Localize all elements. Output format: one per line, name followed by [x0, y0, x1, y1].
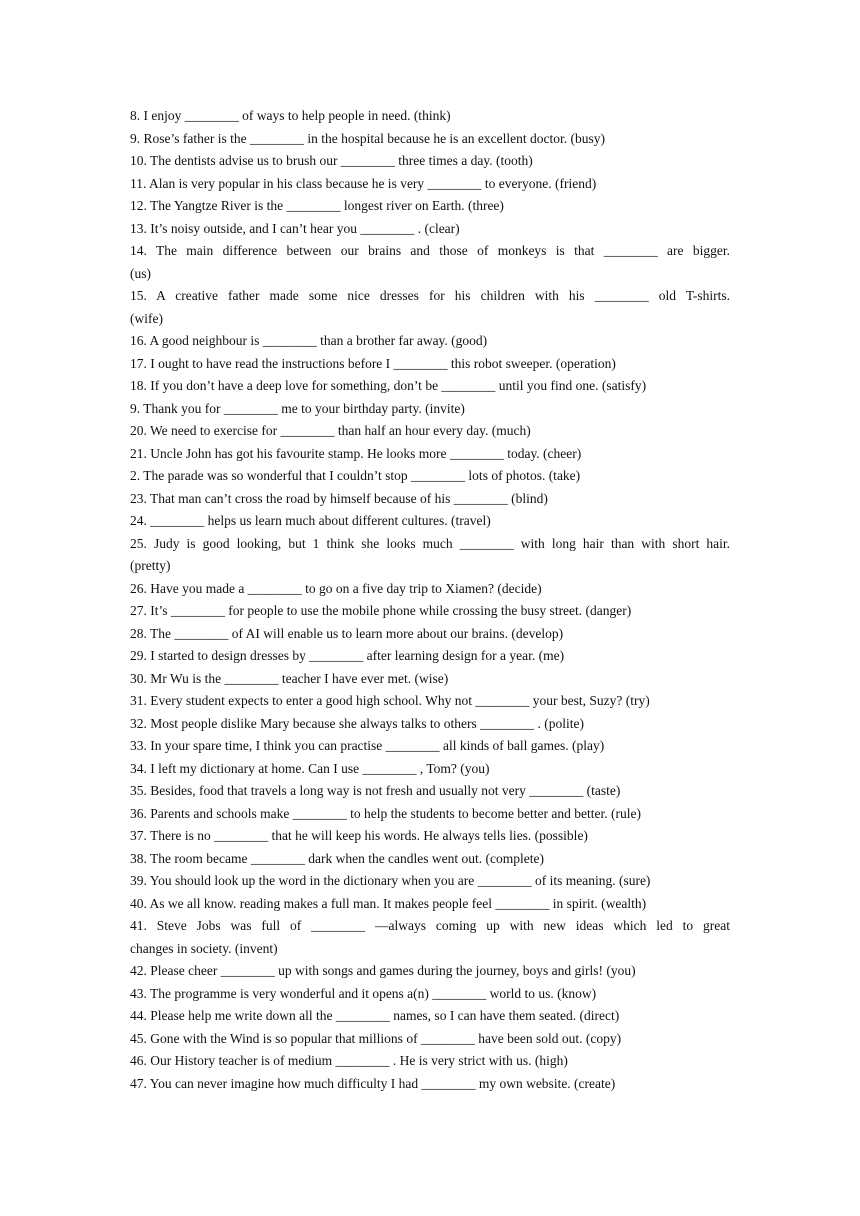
exercise-line: 11. Alan is very popular in his class because he is very ________ to everyone. (friend) — [130, 175, 597, 191]
exercise-line: 45. Gone with the Wind is so popular that millions of ________ have been sold out. (copy) — [130, 1030, 622, 1046]
exercise-line: 35. Besides, food that travels a long way is not fresh and usually not very ________ (taste) — [130, 783, 621, 798]
exercise-line: changes in society. (invent) — [130, 940, 278, 956]
exercise-line: 25. Judy is good looking, but 1 think she looks much ________ with long hair than with short hair. — [130, 535, 730, 551]
exercise-line: 26. Have you made a ________ to go on a five day trip to Xiamen? (decide) — [130, 580, 542, 596]
exercise-line: 14. The main difference between our brains and those of monkeys is that ________ are bigger. — [130, 243, 730, 258]
exercise-line: 15. A creative father made some nice dresses for his children with his ________ old T-shirts. — [130, 288, 730, 303]
exercise-line: 41. Steve Jobs was full of ________ —always coming up with new ideas which led to great — [130, 918, 730, 933]
exercise-line: 40. As we all know. reading makes a full man. It makes people feel ________ in spirit. (wealth) — [130, 895, 647, 911]
exercise-line: 20. We need to exercise for ________ than half an hour every day. (much) — [130, 423, 531, 438]
exercise-line: 42. Please cheer ________ up with songs and games during the journey, boys and girls! (you) — [130, 963, 636, 978]
worksheet-page — [130, 105, 730, 1095]
exercise-line: 37. There is no ________ that he will keep his words. He always tells lies. (possible) — [130, 828, 588, 843]
exercise-line: 38. The room became ________ dark when the candles went out. (complete) — [130, 850, 544, 866]
exercise-line: 44. Please help me write down all the ________ names, so I can have them seated. (direct) — [130, 1008, 620, 1023]
exercise-line: (wife) — [130, 310, 163, 326]
exercise-line: 27. It’s ________ for people to use the mobile phone while crossing the busy street. (danger) — [130, 603, 632, 618]
exercise-line: 46. Our History teacher is of medium ________ . He is very strict with us. (high) — [130, 1053, 568, 1068]
exercise-line: 33. In your spare time, I think you can practise ________ all kinds of ball games. (play) — [130, 738, 605, 753]
exercise-line: 2. The parade was so wonderful that I couldn’t stop ________ lots of photos. (take) — [130, 468, 581, 483]
exercise-line: 8. I enjoy ________ of ways to help people in need. (think) — [130, 108, 451, 123]
exercise-line: 47. You can never imagine how much difficulty I had ________ my own website. (create) — [130, 1075, 616, 1091]
exercise-line: (pretty) — [130, 558, 171, 573]
exercise-line: 18. If you don’t have a deep love for something, don’t be ________ until you find one. (satisfy) — [130, 378, 647, 393]
exercise-line: 10. The dentists advise us to brush our ________ three times a day. (tooth) — [130, 153, 533, 168]
exercise-line: (us) — [130, 265, 151, 281]
exercise-line: 34. I left my dictionary at home. Can I use ________ , Tom? (you) — [130, 760, 490, 776]
exercise-line: 21. Uncle John has got his favourite stamp. He looks more ________ today. (cheer) — [130, 445, 582, 461]
exercise-line: 31. Every student expects to enter a good high school. Why not ________ your best, Suzy? (try) — [130, 693, 650, 708]
exercise-line: 9. Rose’s father is the ________ in the hospital because he is an excellent doctor. (busy) — [130, 130, 606, 146]
exercise-line: 29. I started to design dresses by ________ after learning design for a year. (me) — [130, 648, 565, 663]
exercise-line: 32. Most people dislike Mary because she always talks to others ________ . (polite) — [130, 715, 585, 731]
exercise-line: 28. The ________ of AI will enable us to learn more about our brains. (develop) — [130, 625, 564, 641]
exercise-line: 13. It’s noisy outside, and I can’t hear you ________ . (clear) — [130, 220, 460, 236]
exercise-line: 9. Thank you for ________ me to your birthday party. (invite) — [130, 400, 465, 416]
exercise-line: 16. A good neighbour is ________ than a brother far away. (good) — [130, 333, 488, 348]
exercise-line: 23. That man can’t cross the road by himself because of his ________ (blind) — [130, 490, 548, 506]
exercise-line: 24. ________ helps us learn much about different cultures. (travel) — [130, 513, 491, 528]
exercise-line: 30. Mr Wu is the ________ teacher I have ever met. (wise) — [130, 670, 449, 686]
exercise-line: 43. The programme is very wonderful and it opens a(n) ________ world to us. (know) — [130, 985, 597, 1001]
exercise-line: 39. You should look up the word in the dictionary when you are ________ of its meaning. (sure) — [130, 873, 651, 888]
exercise-line: 17. I ought to have read the instructions before I ________ this robot sweeper. (operation) — [130, 355, 616, 371]
exercise-line: 36. Parents and schools make ________ to help the students to become better and better. (rule) — [130, 805, 641, 821]
exercise-line: 12. The Yangtze River is the ________ longest river on Earth. (three) — [130, 198, 504, 213]
